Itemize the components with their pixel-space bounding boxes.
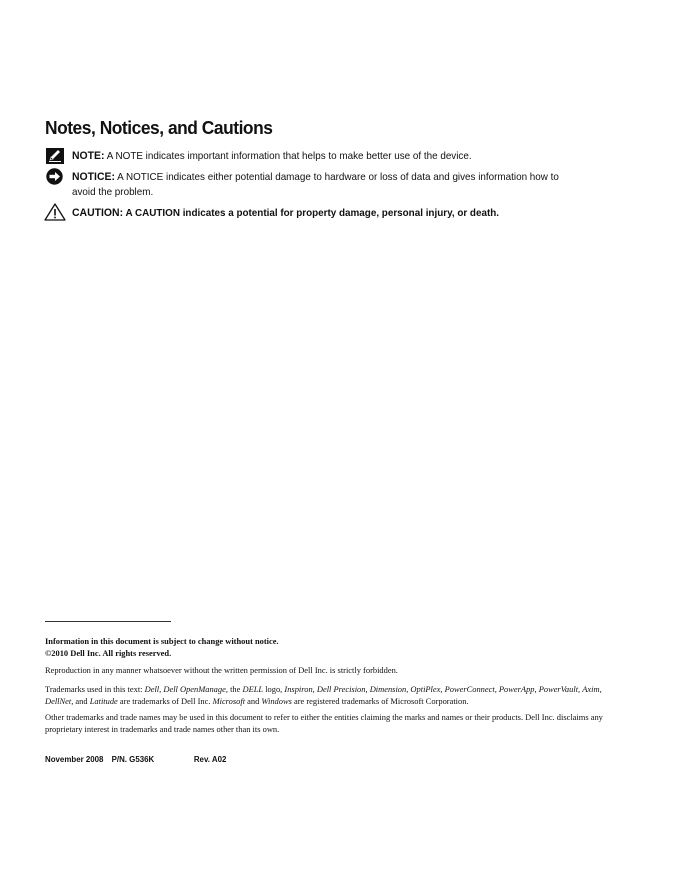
footer-part-number: P/N. G536K: [111, 754, 155, 764]
notice-arrow-icon: [46, 168, 63, 185]
footnote-separator: [45, 621, 171, 622]
notice-text: A NOTICE indicates either potential damage to hardware or loss of data and gives information how to avoid the problem.: [72, 172, 559, 198]
notice-block: [72, 170, 585, 200]
note-text: A NOTE indicates important information that helps to make better use of the device.: [106, 151, 472, 162]
legal-change-notice: [45, 636, 612, 659]
footer-date: November 2008: [45, 754, 104, 764]
caution-label: CAUTION:: [72, 207, 124, 219]
legal-reproduction: Reproduction in any manner whatsoever without the written permission of Dell Inc. is strictly forbidden.: [45, 665, 398, 675]
legal-line-1: Information in this document is subject to change without notice.: [45, 636, 279, 646]
legal-other-trademarks: Other trademarks and trade names may be used in this document to refer to either the entities claiming the marks and names or their products. Dell Inc. disclaims any proprietary interest in trademarks and trade names other than its own.: [45, 712, 603, 734]
caution-warning-icon: [44, 203, 66, 221]
caution-text: A CAUTION indicates a potential for property damage, personal injury, or death.: [125, 208, 500, 219]
footer-publication-info: [45, 754, 226, 764]
note-label: NOTE:: [72, 150, 105, 162]
notice-label: NOTICE:: [72, 171, 115, 183]
legal-trademarks: Trademarks used in this text: Dell, Dell OpenManage, the DELL logo, Inspiron, Dell Precision, Dimension, OptiPlex, PowerConnect, PowerApp, PowerVault, Axim, DellNet, and Latitude are trademarks of Dell Inc. Microsoft and Windows are registered trademarks of Microsoft Corporation.: [45, 684, 602, 706]
note-block: [72, 149, 585, 164]
note-pencil-icon: [46, 148, 64, 164]
caution-block: [72, 206, 585, 221]
footer-revision: Rev. A02: [193, 754, 227, 764]
legal-copyright: ©2010 Dell Inc. All rights reserved.: [45, 647, 172, 658]
page-title: Notes, Notices, and Cautions: [45, 117, 273, 138]
